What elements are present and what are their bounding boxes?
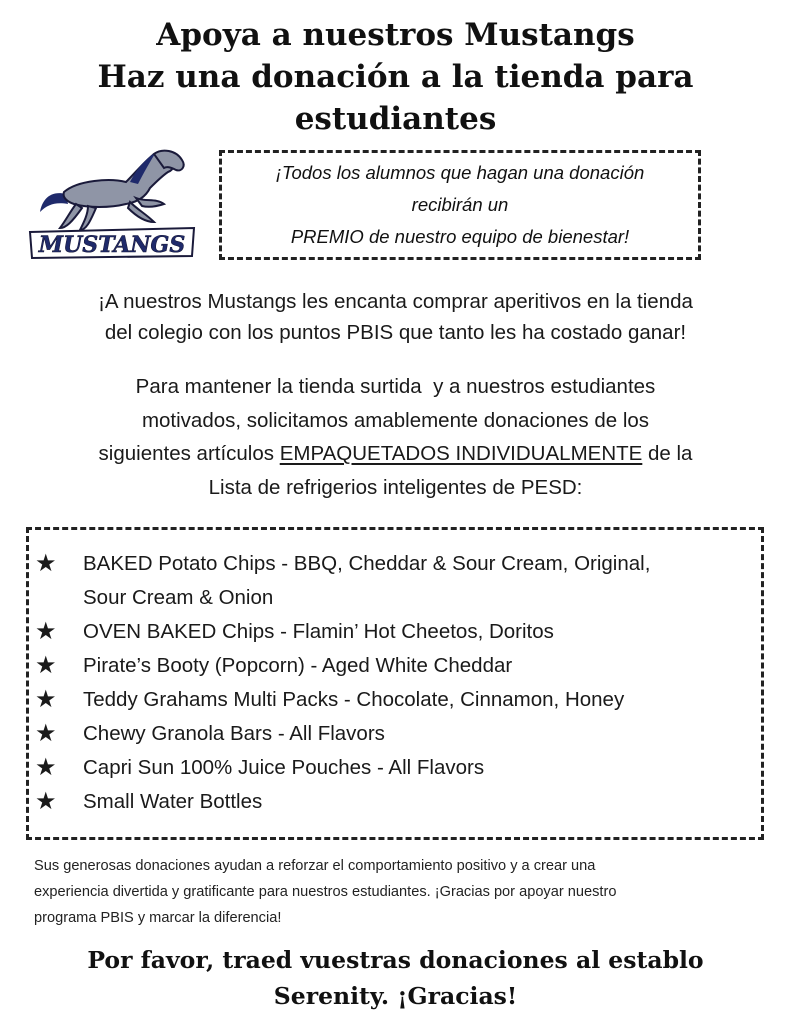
star-icon: ★ (35, 788, 57, 815)
list-item (35, 751, 755, 785)
item-text: Chewy Granola Bars - All Flavors (83, 722, 385, 745)
list-item (35, 717, 755, 751)
snack-list-box (26, 527, 764, 840)
item-text: Small Water Bottles (83, 790, 263, 813)
individually-packaged-emphasis: EMPAQUETADOS INDIVIDUALMENTE (279, 442, 643, 465)
star-icon: ★ (35, 754, 57, 781)
star-icon: ★ (35, 686, 57, 713)
title-line-1: Apoya a nuestros Mustangs (156, 17, 635, 53)
request-line-4: Lista de refrigerios inteligentes de PESD: (208, 475, 583, 499)
footer-line-2: Serenity. ¡Gracias! (273, 982, 518, 1010)
footer-callout (0, 942, 791, 1014)
intro-line-2: del colegio con los puntos PBIS que tanto les ha costado ganar! (104, 321, 687, 344)
list-item (35, 615, 755, 649)
prize-notice-box (219, 150, 701, 260)
intro-line-1: ¡A nuestros Mustangs les encanta comprar aperitivos en la tienda (98, 290, 693, 313)
item-text: Pirate’s Booty (Popcorn) - Aged White Cheddar (83, 654, 513, 677)
request-line-3-post: de la (642, 442, 693, 465)
list-item (35, 785, 755, 819)
mustangs-logo (26, 142, 198, 264)
item-text: Teddy Grahams Multi Packs - Chocolate, Cinnamon, Honey (83, 688, 625, 711)
title-line-3: estudiantes (294, 101, 497, 137)
request-line-3 (30, 437, 761, 471)
item-text-continued: Sour Cream & Onion (83, 586, 274, 609)
thanks-line-1: Sus generosas donaciones ayudan a reforzar el comportamiento positivo y a crear una (34, 858, 596, 874)
prize-line-2: recibirán un (411, 194, 509, 215)
page-title (0, 14, 791, 140)
prize-line-1: ¡Todos los alumnos que hagan una donación (275, 162, 645, 183)
request-line-3-pre: siguientes artículos (98, 442, 280, 465)
item-text: Capri Sun 100% Juice Pouches - All Flavors (83, 756, 485, 779)
title-line-2: Haz una donación a la tienda para (97, 59, 694, 95)
prize-line-3: PREMIO de nuestro equipo de bienestar! (290, 226, 630, 247)
list-item (35, 547, 755, 615)
request-line-2: motivados, solicitamos amablemente donaciones de los (141, 408, 650, 432)
star-icon: ★ (35, 720, 57, 747)
footer-line-1: Por favor, traed vuestras donaciones al establo (87, 946, 704, 974)
list-item (35, 649, 755, 683)
logo-text: MUSTANGS (38, 232, 186, 258)
star-icon: ★ (35, 618, 57, 645)
star-icon: ★ (35, 652, 57, 679)
list-item (35, 683, 755, 717)
request-line-1: Para mantener la tienda surtida y a nuestros estudiantes (135, 375, 656, 398)
intro-paragraph (30, 286, 761, 348)
item-text: OVEN BAKED Chips - Flamin’ Hot Cheetos, Doritos (83, 620, 554, 643)
horse-icon (26, 142, 198, 264)
thanks-paragraph (34, 853, 764, 931)
snack-list (35, 547, 755, 819)
request-paragraph (30, 370, 761, 504)
thanks-line-3: programa PBIS y marcar la diferencia! (34, 910, 282, 926)
star-icon: ★ (35, 550, 57, 577)
thanks-line-2: experiencia divertida y gratificante para nuestros estudiantes. ¡Gracias por apoyar nuestro (34, 884, 617, 900)
item-text: BAKED Potato Chips - BBQ, Cheddar & Sour Cream, Original, (83, 552, 651, 575)
